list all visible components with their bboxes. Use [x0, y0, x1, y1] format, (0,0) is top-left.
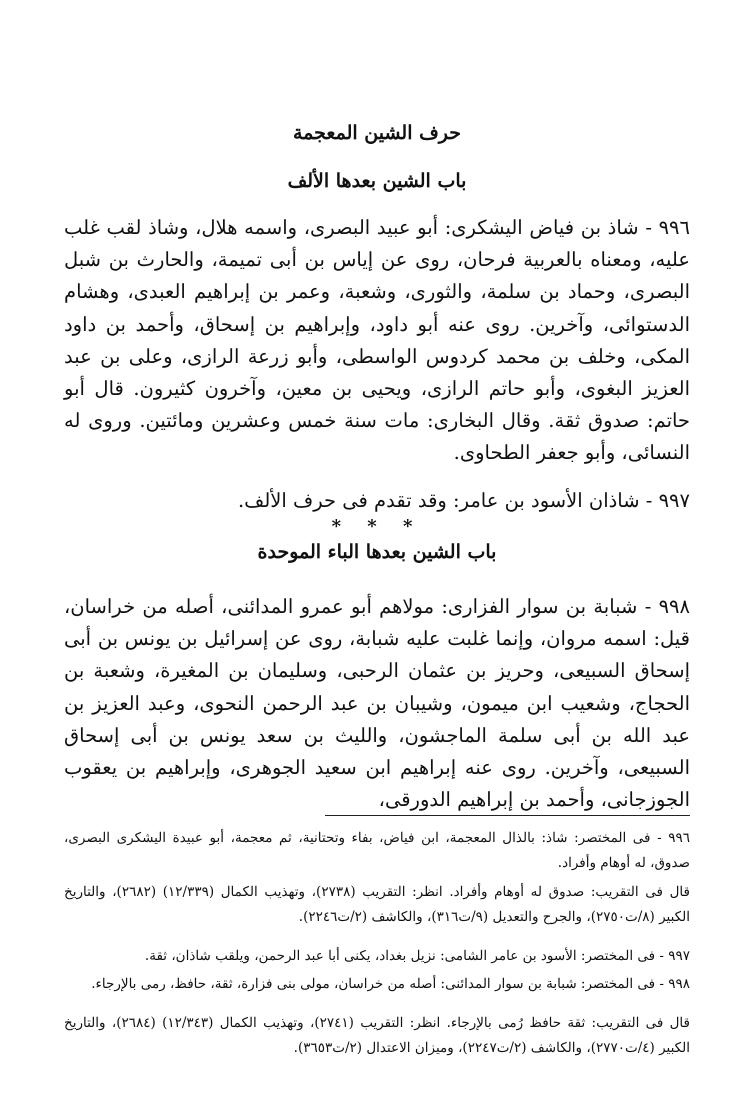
entry-997 [64, 485, 690, 517]
entry-number: ٩٩٦ [658, 216, 690, 239]
entry-dash: - [638, 216, 659, 239]
footnote-divider [325, 815, 690, 816]
footnote-996: ٩٩٦ - فى المختصر: شاذ: بالذال المعجمة، ابن فياض، بفاء وتحتانية، ثم معجمة، أبو عبيدة اليشكرى البصرى، صدوق، له أوهام وأفراد. [64, 830, 690, 871]
footnote-998-taqrib: قال فى التقريب: ثقة حافظ رُمى بالإرجاء. انظر: التقريب (٢٧٤١)، وتهذيب الكمال (١٢/٣٤٣) (٢٦٨٤)، والتاريخ الكبير (٤/ت٢٧٧٠)، والكاشف (٢/ت٢٢٤٧)، وميزان الاعتدال (٢/ت٣٦٥٣). [64, 1015, 690, 1056]
book-page [64, 0, 690, 1094]
section-separator: * * * [331, 516, 423, 537]
entry-text: شاذ بن فياض اليشكرى: أبو عبيد البصرى، واسمه هلال، وشاذ لقب غلب عليه، ومعناه بالعربية فرحان، روى عن إياس بن أبى تميمة، والحارث بن شبل البصرى، وحماد بن سلمة، والثورى، وشعبة، وعمر بن إبراهيم العبدى، وهشام الدستوائى، وآخرين. روى عنه أبو داود، وإبراهيم بن إسحاق، وأحمد بن داود المكى، وخلف بن محمد كردوس الواسطى، وأبو زرعة الرازى، وعلى بن عبد العزيز البغوى، وأبو حاتم الرازى، ويحيى بن معين، وآخرون كثيرون. قال أبو حاتم: صدوق ثقة. وقال البخارى: مات سنة خمس وعشرين ومائتين. وروى له النسائى، وأبو جعفر الطحاوى. [64, 216, 690, 465]
entry-number: ٩٩٧ [658, 489, 690, 512]
entry-998 [64, 591, 690, 816]
entry-text: شاذان الأسود بن عامر: وقد تقدم فى حرف الألف. [237, 489, 640, 512]
footnote-997: ٩٩٧ - فى المختصر: الأسود بن عامر الشامى: نزيل بغداد، يكنى أبا عبد الرحمن، ويلقب شاذان، ثقة. [144, 948, 690, 964]
entry-dash: - [637, 595, 659, 618]
chapter-heading: حرف الشين المعجمة [292, 122, 462, 144]
entry-number: ٩٩٨ [658, 595, 690, 618]
section-heading-ba: باب الشين بعدها الباء الموحدة [257, 541, 497, 563]
entry-996 [64, 212, 690, 470]
footnote-998: ٩٩٨ - فى المختصر: شبابة بن سوار المدائنى: أصله من خراسان، مولى بنى فزارة، ثقة، حافظ، رمى بالإرجاء. [91, 976, 690, 992]
entry-text: شبابة بن سوار الفزارى: مولاهم أبو عمرو المدائنى، أصله من خراسان، قيل: اسمه مروان، وإنما غلبت عليه شبابة، روى عن إسرائيل بن يونس بن أبى إسحاق السبيعى، وحريز بن عثمان الرحبى، وسليمان بن المغيرة، وشعبة بن الحجاج، وشعيب ابن ميمون، وشيبان بن عبد الرحمن النحوى، وعبد العزيز بن عبد الله بن أبى سلمة الماجشون، والليث بن سعد يونس بن أبى إسحاق السبيعى، وآخرين. روى عنه إبراهيم ابن سعيد الجوهرى، وإبراهيم بن يعقوب الجوزجانى، وأحمد بن إبراهيم الدورقى، [64, 595, 690, 812]
entry-dash: - [639, 489, 659, 512]
section-heading-alif: باب الشين بعدها الألف [287, 170, 467, 192]
footnote-996-taqrib: قال فى التقريب: صدوق له أوهام وأفراد. انظر: التقريب (٢٧٣٨)، وتهذيب الكمال (١٢/٣٣٩) (٢٦٨٢)، والتاريخ الكبير (٨/ت٢٧٥٠)، والجرح والتعديل (٩/ت٣١٦)، والكاشف (٢/ت٢٢٤٦). [64, 884, 690, 925]
